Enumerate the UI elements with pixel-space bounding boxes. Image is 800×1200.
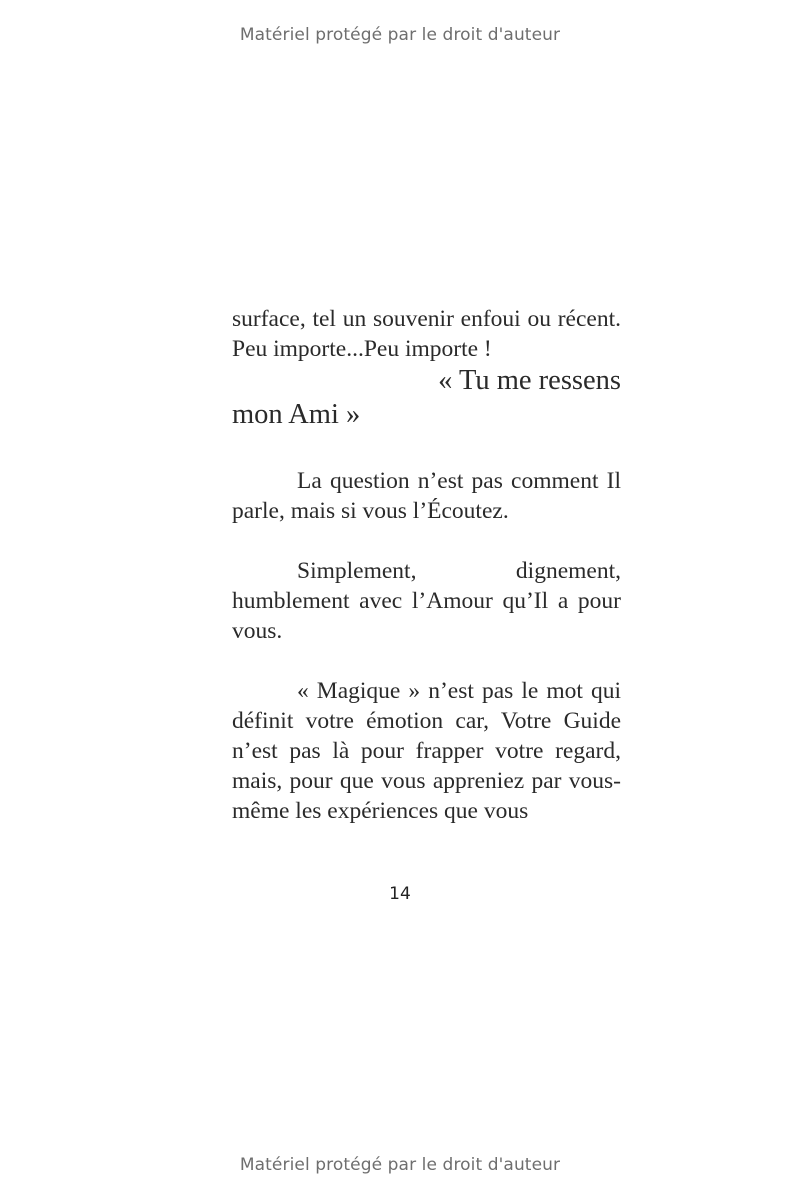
paragraph-2: La question n’est pas comment Il parle, mais si vous l’Écoutez. [232,468,621,524]
page-number: 14 [389,884,411,904]
copyright-watermark-bottom: Matériel protégé par le droit d'auteur [239,1155,561,1175]
quote-line-1: « Tu me ressens [438,365,621,396]
copyright-watermark-top: Matériel protégé par le droit d'auteur [239,25,561,45]
page-text [232,304,621,826]
paragraph-4: « Magique » n’est pas le mot qui définit votre émotion car, Votre Guide n’est pas là pour frapper votre regard, mais, pour que vous appreniez par vous-même les expériences que vous [232,678,621,824]
pull-quote [232,364,621,432]
quote-line-2: mon Ami » [232,399,361,430]
paragraph-3: Simplement, dignement, humblement avec l’Amour qu’Il a pour vous. [232,558,621,644]
paragraph-1: surface, tel un souvenir enfoui ou récent. Peu importe...Peu importe ! [232,306,621,362]
